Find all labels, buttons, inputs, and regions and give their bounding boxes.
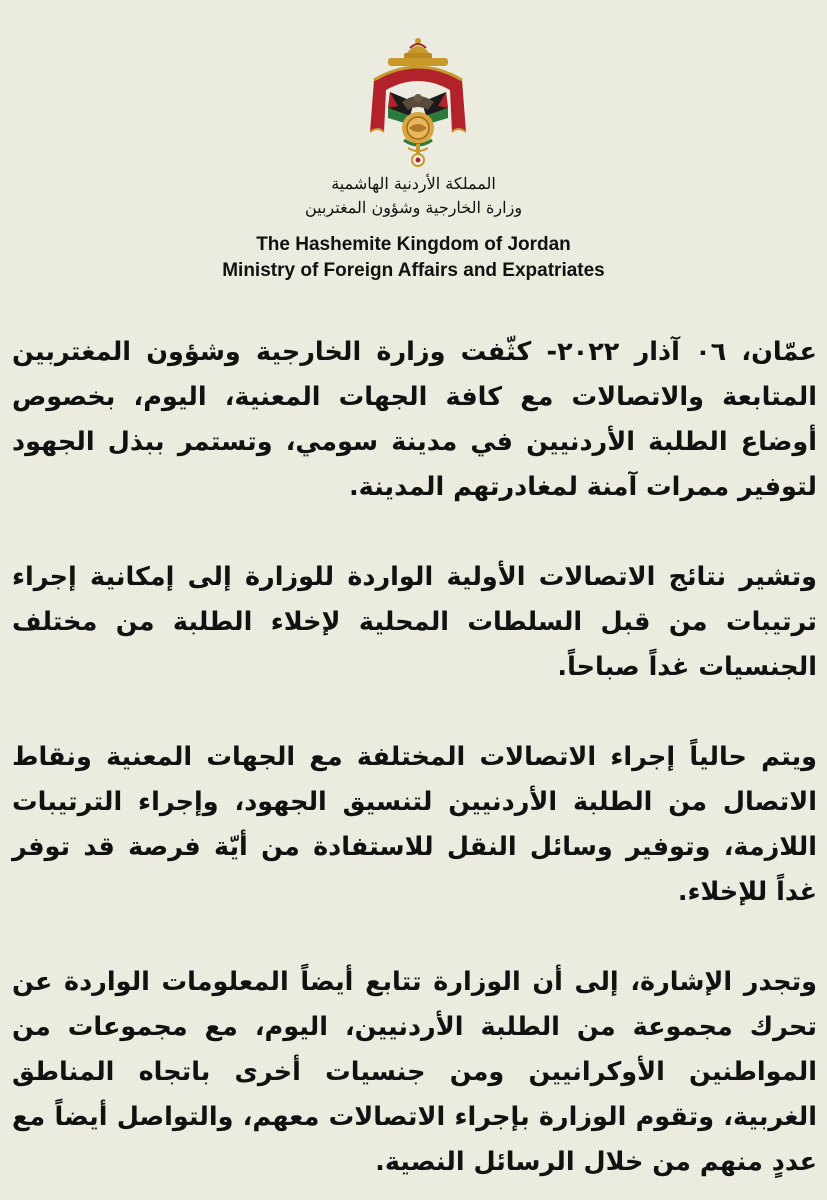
shield-icon (402, 112, 434, 145)
press-release-body (12, 330, 817, 1185)
paragraph-3: ويتم حالياً إجراء الاتصالات المختلفة مع الجهات المعنية ونقاط الاتصال من الطلبة الأردنيين لتنسيق الجهود، وإجراء الترتيبات اللازمة، وتوفير وسائل النقل للاستفادة من أيّة فرصة قد توفر غداً للإخلاء. (12, 742, 817, 907)
paragraph-4: وتجدر الإشارة، إلى أن الوزارة تتابع أيضاً المعلومات الواردة عن تحرك مجموعة من الطلبة الأردنيين، اليوم، مع مجموعات من المواطنين الأوكرانيين ومن جنسيات أخرى باتجاه المناطق الغربية، وتقوم الوزارة بإجراء الاتصالات معهم، والتواصل أيضاً مع عددٍ منهم من خلال الرسائل النصية. (12, 967, 817, 1177)
english-kingdom-name: The Hashemite Kingdom of Jordan (256, 234, 571, 255)
paragraph-1: عمّان، ٠٦ آذار ٢٠٢٢- كثّفت وزارة الخارجية وشؤون المغتربين المتابعة والاتصالات مع كافة الجهات المعنية، اليوم، بخصوص أوضاع الطلبة الأردنيين في مدينة سومي، وتستمر ببذل الجهود لتوفير ممرات آمنة لمغادرتهم المدينة. (12, 337, 817, 502)
jordan-coat-of-arms-icon (362, 36, 474, 170)
crown-icon (404, 38, 432, 59)
paragraph-2: وتشير نتائج الاتصالات الأولية الواردة للوزارة إلى إمكانية إجراء ترتيبات من قبل السلطات المحلية لإخلاء الطلبة من مختلف الجنسيات غداً صباحاً. (12, 562, 817, 682)
arabic-kingdom-name: المملكة الأردنية الهاشمية (331, 174, 496, 193)
english-ministry-name: Ministry of Foreign Affairs and Expatriates (222, 260, 605, 281)
arabic-ministry-name: وزارة الخارجية وشؤون المغتربين (304, 198, 523, 217)
eagle-icon (402, 94, 434, 110)
medal-icon (408, 144, 428, 166)
